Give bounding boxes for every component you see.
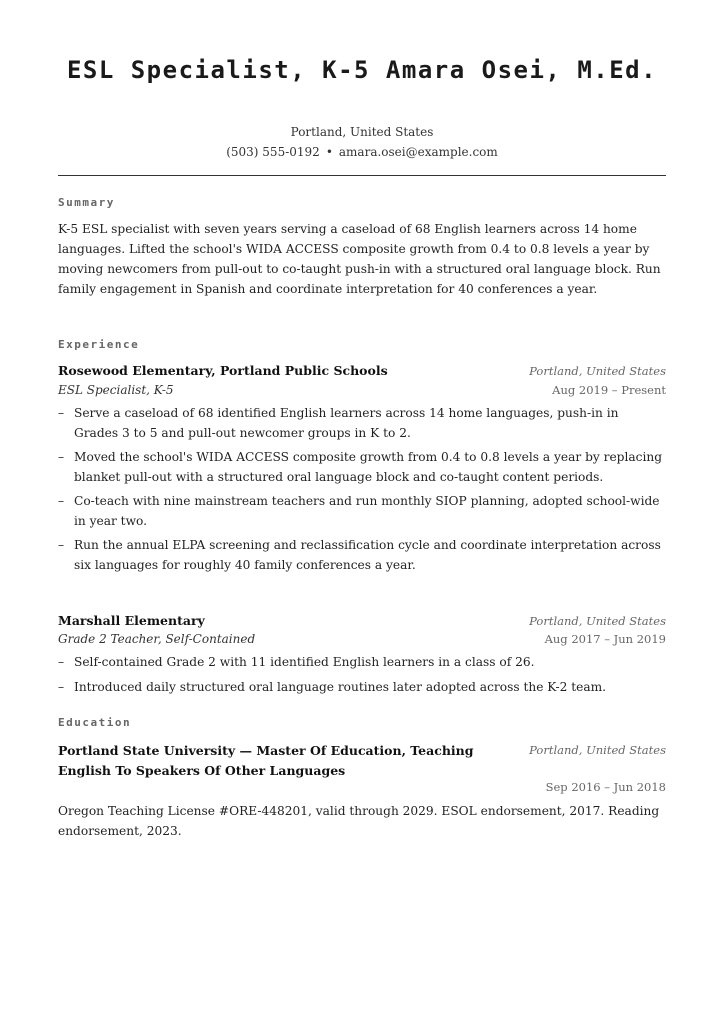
bullet-text: Moved the school's WIDA ACCESS composite growth from 0.4 to 0.8 levels a year by replacing blanket pull-out with a structured oral language block and co-taught content periods. (74, 450, 663, 484)
bullet-text: Introduced daily structured oral language routines later adopted across the K-2 team. (74, 679, 607, 694)
education-location: Portland, United States (529, 743, 666, 757)
bullet-item (58, 653, 666, 673)
bullet-item (58, 404, 666, 443)
job-location: Portland, United States (529, 614, 666, 628)
contact-separator: • (325, 145, 333, 159)
experience-heading: Experience (58, 338, 140, 351)
bullet-item (58, 678, 666, 698)
candidate-location: Portland, United States (290, 125, 434, 139)
bullet-text: Run the annual ELPA screening and reclassification cycle and coordinate interpretation across six languages for roughly 40 family conferences a year. (74, 538, 661, 572)
job-bullets (58, 404, 666, 580)
education-heading: Education (58, 716, 132, 729)
job-location: Portland, United States (529, 364, 666, 378)
dash-marker: – (58, 494, 65, 508)
education-dates: Sep 2016 – Jun 2018 (545, 780, 666, 794)
candidate-name: ESL Specialist, K-5 Amara Osei, M.Ed. (66, 56, 658, 84)
dash-marker: – (58, 538, 65, 552)
education-school: Portland State University — Master Of Education, Teaching English To Speakers Of Other Languages (58, 743, 474, 778)
job-dates: Aug 2019 – Present (552, 383, 666, 397)
bullet-text: Co-teach with nine mainstream teachers and run monthly SIOP planning, adopted school-wide in year two. (74, 494, 660, 528)
job-dates: Aug 2017 – Jun 2019 (544, 632, 666, 646)
header-divider (58, 175, 666, 176)
dash-marker: – (58, 406, 65, 420)
email-address[interactable]: amara.osei@example.com (338, 145, 498, 159)
bullet-text: Serve a caseload of 68 identified English learners across 14 home languages, push-in in Grades 3 to 5 and pull-out newcomer groups in K to 2. (74, 406, 619, 440)
dash-marker: – (58, 679, 65, 694)
dash-marker: – (58, 450, 65, 464)
bullet-text: Self-contained Grade 2 with 11 identified English learners in a class of 26. (74, 655, 535, 669)
bullet-item (58, 536, 666, 575)
phone-number: (503) 555-0192 (226, 145, 320, 159)
dash-marker: – (58, 655, 65, 669)
job-role: Grade 2 Teacher, Self-Contained (58, 632, 256, 646)
job-organization: Rosewood Elementary, Portland Public Schools (58, 363, 388, 378)
bullet-item (58, 492, 666, 531)
job-organization: Marshall Elementary (58, 613, 205, 628)
contact-line (58, 144, 666, 160)
job-bullets (58, 653, 666, 702)
summary-heading: Summary (58, 196, 115, 209)
education-details: Oregon Teaching License #ORE-448201, valid through 2029. ESOL endorsement, 2017. Reading endorsement, 2023. (58, 804, 660, 838)
summary-text: K-5 ESL specialist with seven years serving a caseload of 68 English learners across 14 home languages. Lifted the school's WIDA ACCESS composite growth from 0.4 to 0.8 levels a year by moving newcomers from pull-out to co-taught push-in with a structured oral language block. Run family engagement in Spanish and coordinate interpretation for 40 conferences a year. (58, 222, 661, 296)
bullet-item (58, 448, 666, 487)
job-role: ESL Specialist, K-5 (58, 383, 174, 397)
